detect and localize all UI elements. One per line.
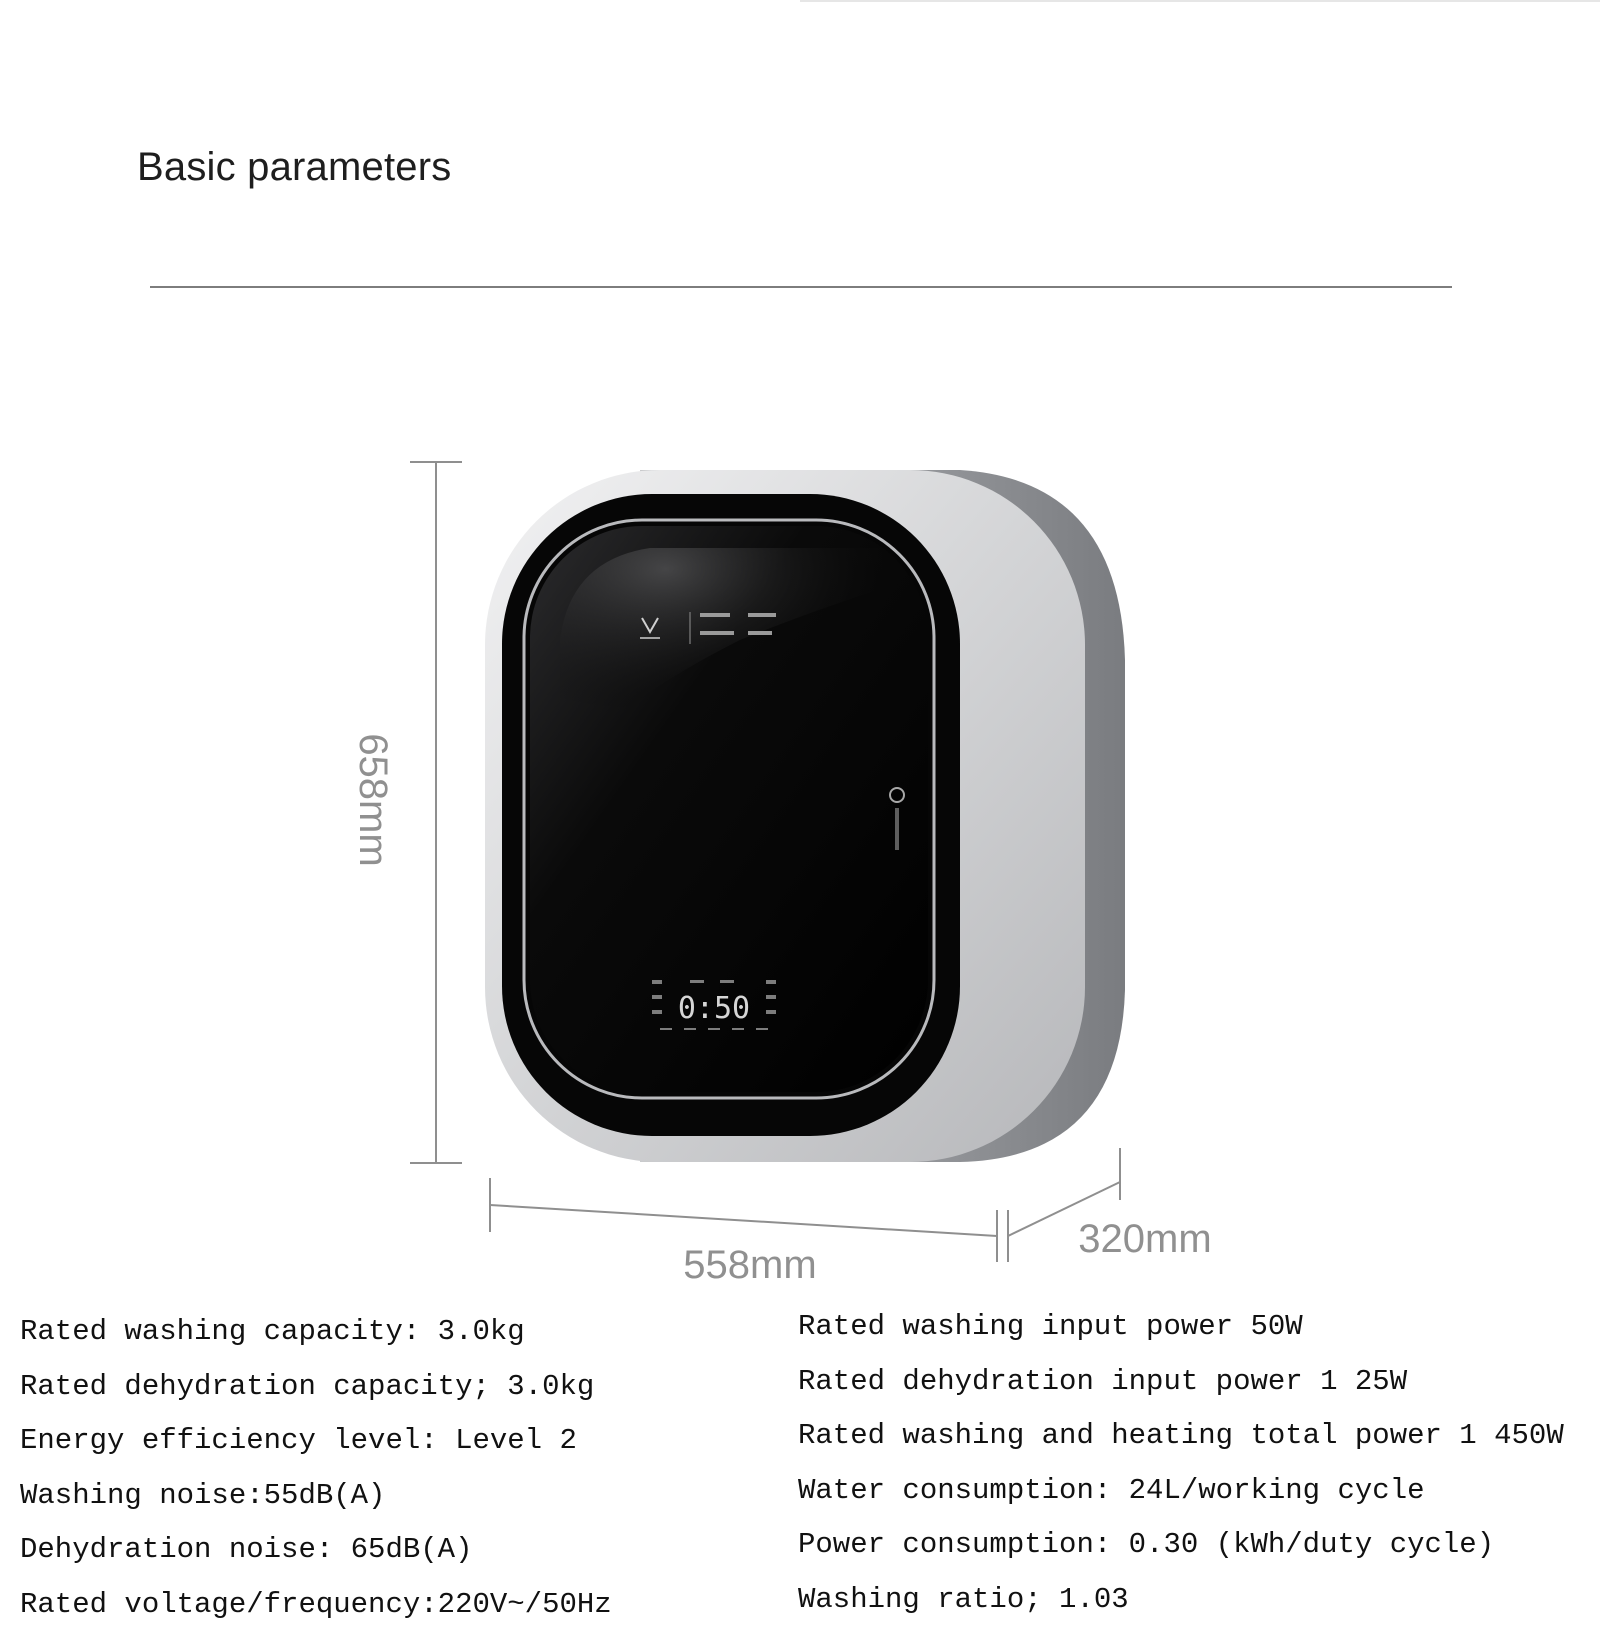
spec-line: Rated dehydration input power 1 25W (798, 1364, 1408, 1398)
depth-label: 320mm (1078, 1217, 1212, 1261)
page-title: Basic parameters (137, 145, 452, 189)
height-label: 658mm (351, 733, 395, 867)
display-time: 0:50 (677, 991, 751, 1026)
spec-line: Rated washing input power 50W (798, 1310, 1303, 1343)
spec-line: Energy efficiency level: Level 2 (20, 1424, 577, 1458)
specs-left-column (20, 1305, 612, 1633)
spec-line: Power consumption: 0.30 (kWh/duty cycle) (798, 1528, 1495, 1562)
spec-line: Dehydration noise: 65dB(A) (20, 1533, 473, 1567)
spec-line: Washing ratio; 1.03 (798, 1582, 1129, 1616)
width-label: 558mm (683, 1243, 817, 1287)
height-dimension (410, 462, 462, 1163)
spec-line: Rated voltage/frequency:220V~/50Hz (20, 1587, 612, 1621)
spec-line: Washing noise:55dB(A) (20, 1478, 386, 1512)
spec-line: Water consumption: 24L/working cycle (798, 1473, 1425, 1507)
spec-line: Rated washing and heating total power 1 450W (798, 1419, 1564, 1453)
specs-right-column (798, 1300, 1564, 1628)
washing-machine-image (485, 470, 1125, 1162)
spec-line: Rated dehydration capacity; 3.0kg (20, 1369, 595, 1403)
spec-line: Rated washing capacity: 3.0kg (20, 1315, 525, 1348)
